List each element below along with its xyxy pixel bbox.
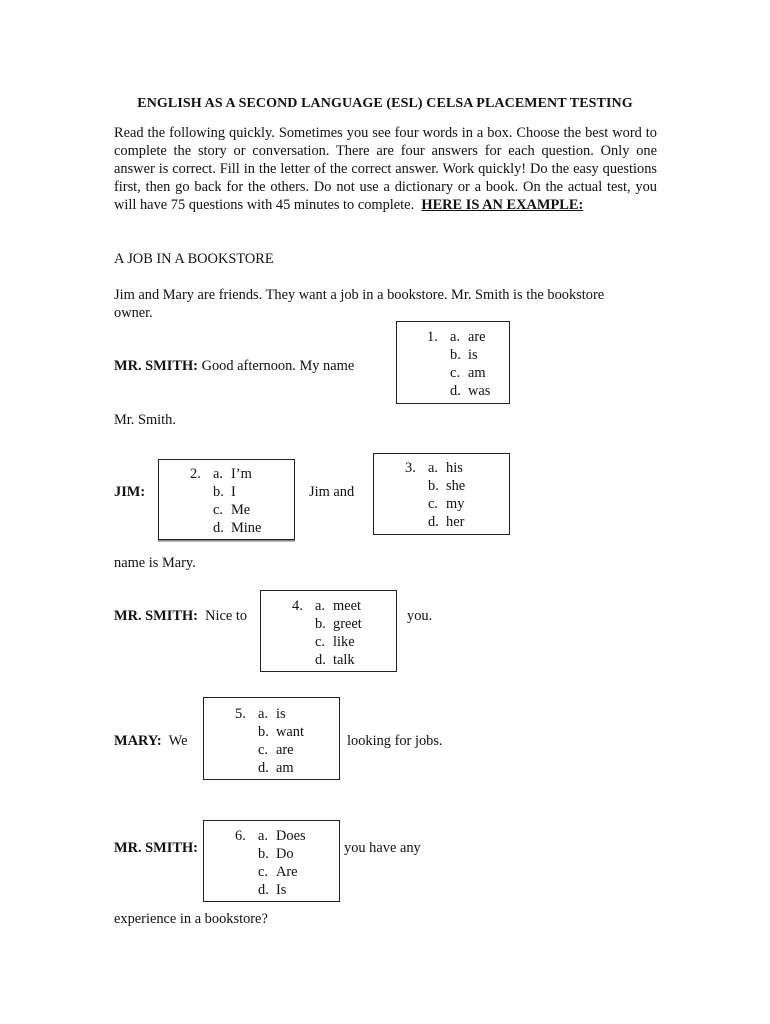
story-title: A JOB IN A BOOKSTORE (114, 251, 274, 267)
q6-after: you have any (344, 840, 421, 856)
answer-options (258, 827, 306, 899)
answer-option-b[interactable]: b. greet (315, 616, 362, 632)
q5-after: looking for jobs. (347, 733, 443, 749)
answer-option-c[interactable]: c. Are (258, 864, 298, 880)
answer-option-c[interactable]: c. Me (213, 502, 251, 518)
story-intro-line-1: Jim and Mary are friends. They want a job in a bookstore. Mr. Smith is the bookstore (114, 287, 605, 303)
dialogue-text: Good afternoon. My name (201, 358, 355, 374)
speaker-label: MR. SMITH: (114, 608, 198, 624)
answer-option-a[interactable]: a. Does (258, 828, 306, 844)
answer-option-b[interactable]: b. want (258, 724, 304, 740)
answer-options (258, 705, 304, 777)
answer-options (450, 328, 490, 400)
answer-options (213, 465, 261, 537)
answer-option-d[interactable]: d. talk (315, 652, 355, 668)
question-box-6 (203, 820, 340, 902)
instructions-text: Read the following quickly. Sometimes you see four words in a box. Choose the best word to complete the story or conversation. There are four answers for each question. Only one answer is correct. Fill in the letter of the correct answer. Work quickly! Do the easy questions first, then go back for the others. Do not use a dictionary or a book. On the actual test, you will have 75 questions with 45 minutes to complete. (114, 125, 657, 213)
answer-option-d[interactable]: d. her (428, 514, 465, 530)
question-number: 3. (405, 460, 416, 476)
dialogue-text: We (168, 733, 188, 749)
question-box-2 (158, 459, 295, 540)
answer-option-b[interactable]: b. Do (258, 846, 294, 862)
answer-option-a[interactable]: a. his (428, 460, 463, 476)
answer-options (428, 459, 465, 531)
answer-option-d[interactable]: d. was (450, 383, 491, 399)
question-number: 1. (427, 329, 438, 345)
question-number: 4. (292, 598, 303, 614)
question-box-5 (203, 697, 340, 780)
question-number: 6. (235, 828, 246, 844)
answer-option-a[interactable]: a. is (258, 706, 286, 722)
page-title: ENGLISH AS A SECOND LANGUAGE (ESL) CELSA PLACEMENT TESTING (137, 96, 633, 111)
speaker-label: MARY: (114, 733, 162, 749)
answer-option-c[interactable]: c. are (258, 742, 294, 758)
answer-option-d[interactable]: d. am (258, 760, 294, 776)
instructions-paragraph (114, 124, 657, 214)
answer-option-c[interactable]: c. my (428, 496, 465, 512)
speaker-label-jim: JIM: (114, 484, 146, 500)
answer-option-a[interactable]: a. I’m (213, 466, 252, 482)
question-number: 2. (190, 466, 201, 482)
example-heading: HERE IS AN EXAMPLE: (421, 197, 584, 213)
question-box-1 (396, 321, 510, 404)
answer-option-b[interactable]: b. I (213, 484, 236, 500)
answer-option-d[interactable]: d. Is (258, 882, 287, 898)
story-intro-line-2: owner. (114, 305, 153, 321)
answer-options (315, 597, 362, 669)
answer-option-b[interactable]: b. is (450, 347, 478, 363)
question-box-3 (373, 453, 510, 535)
answer-option-c[interactable]: c. am (450, 365, 486, 381)
q5-line (114, 732, 188, 750)
dialogue-text: Nice to (205, 608, 248, 624)
speaker-label-mr-smith: MR. SMITH: (114, 840, 198, 856)
q1-continuation: Mr. Smith. (114, 412, 176, 428)
answer-option-c[interactable]: c. like (315, 634, 355, 650)
answer-option-a[interactable]: a. meet (315, 598, 361, 614)
question-box-4 (260, 590, 397, 672)
question-number: 5. (235, 706, 246, 722)
answer-option-d[interactable]: d. Mine (213, 520, 262, 536)
answer-option-b[interactable]: b. she (428, 478, 466, 494)
q4-after: you. (407, 608, 433, 624)
answer-option-a[interactable]: a. are (450, 329, 486, 345)
q6-continuation: experience in a bookstore? (114, 911, 268, 927)
q4-line (114, 607, 247, 625)
speaker-label: MR. SMITH: (114, 358, 198, 374)
q1-line (114, 357, 354, 375)
q3-continuation: name is Mary. (114, 555, 196, 571)
dialogue-text-jim-and: Jim and (309, 484, 355, 500)
